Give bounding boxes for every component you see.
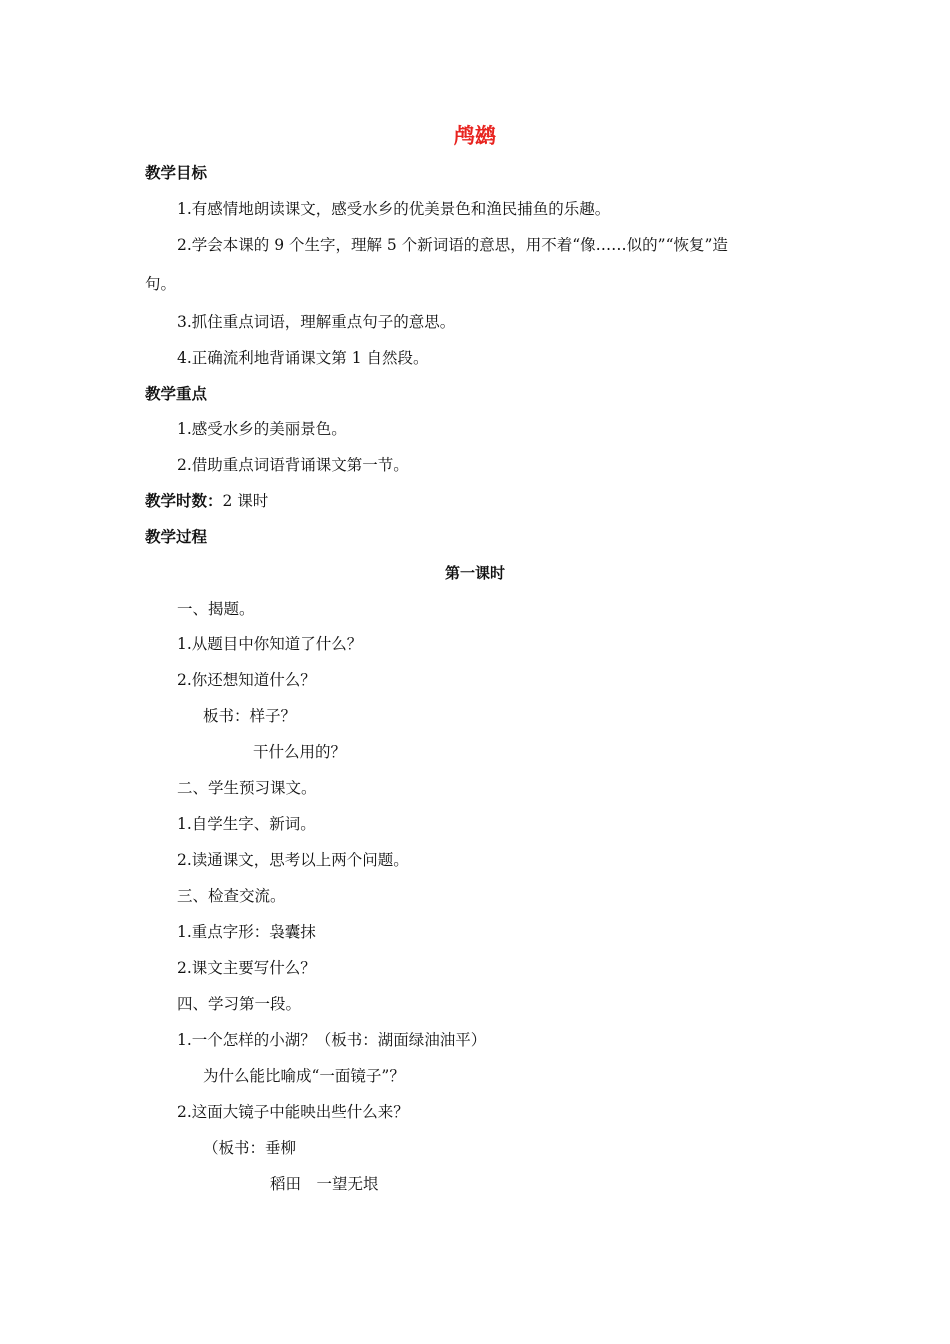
lesson-1-heading: 第一课时	[444, 564, 505, 582]
goal-item: 2.学会本课的 9 个生字，理解 5 个新词语的意思，用不着“像……似的”“恢复”造	[177, 236, 728, 254]
process-item: 1.重点字形：袅囊抹	[177, 923, 316, 941]
board-note: （板书：垂柳	[203, 1139, 297, 1157]
hours-value: 2 课时	[222, 492, 269, 510]
goal-item: 4.正确流利地背诵课文第 1 自然段。	[177, 349, 429, 367]
goal-item: 3.抓住重点词语，理解重点句子的意思。	[177, 313, 456, 331]
process-item: 2.课文主要写什么？	[177, 959, 316, 977]
process-item: 一、揭题。	[177, 600, 255, 618]
process-item: 二、学生预习课文。	[177, 779, 317, 797]
hours-label: 教学时数：	[145, 492, 223, 510]
goal-item-continued: 句。	[145, 275, 177, 293]
focus-item: 2.借助重点词语背诵课文第一节。	[177, 456, 409, 474]
board-note: 干什么用的？	[253, 743, 347, 761]
process-item: 2.读通课文，思考以上两个问题。	[177, 851, 409, 869]
goal-item: 1.有感情地朗读课文，感受水乡的优美景色和渔民捕鱼的乐趣。	[177, 200, 611, 218]
document-title: 鸬鹚	[454, 124, 496, 148]
process-item: 三、检查交流。	[177, 887, 286, 905]
process-item: 1.自学生字、新词。	[177, 815, 316, 833]
process-item: 1.从题目中你知道了什么？	[177, 635, 363, 653]
board-note: 板书：样子？	[203, 707, 297, 725]
focus-heading: 教学重点	[145, 385, 208, 403]
process-item: 四、学习第一段。	[177, 995, 302, 1013]
process-item: 2.这面大镜子中能映出些什么来？	[177, 1103, 409, 1121]
goals-heading: 教学目标	[145, 164, 208, 182]
board-note: 稻田 一望无垠	[270, 1175, 379, 1193]
hours-line	[145, 490, 268, 512]
focus-item: 1.感受水乡的美丽景色。	[177, 420, 347, 438]
process-item: 2.你还想知道什么？	[177, 671, 316, 689]
process-subitem: 为什么能比喻成“一面镜子”？	[203, 1067, 405, 1085]
process-heading: 教学过程	[145, 528, 208, 546]
process-item: 1.一个怎样的小湖？（板书：湖面绿油油平）	[177, 1031, 487, 1049]
